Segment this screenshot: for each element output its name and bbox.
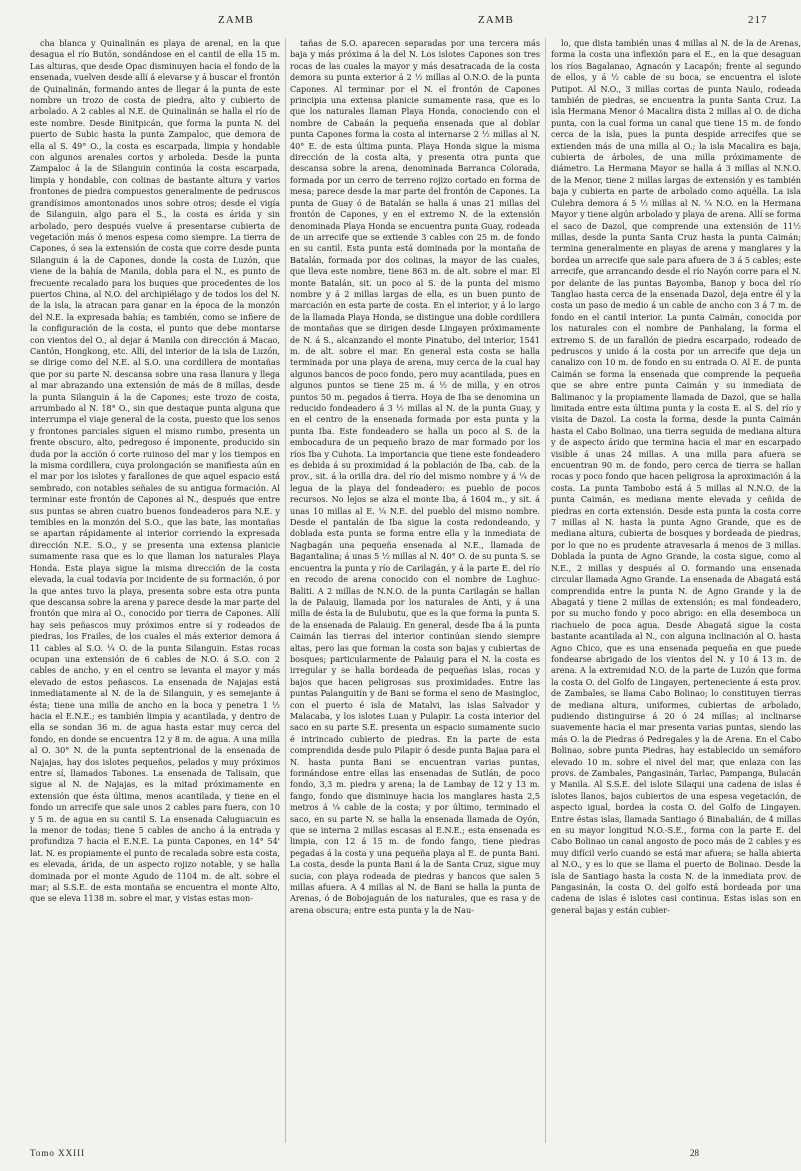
column-3-text: lo, que dista también unas 4 millas al N. de la de Arenas, forma la costa una inflexión para el E., en la que desaguan los ríos Bagalanao, Agnacón y Lacapón; frente al segundo de ellos, y á ½ cable de su boca, se encuentra el islote Putipot. Al N.O., 3 millas cortas de punta Naulo, rodeada también de piedras, se encuentra la punta Santa Cruz. La isla Hermana Menor ó Macalira dista 2 millas al O. de dicha punta, con la cual forma un canal que tiene 15 m. de fondo cerca de la isla, pues la punta despide arrecifes que se extienden más de una milla al O.; la isla Macalira es baja, cubierta de árboles, de una milla próximamente de diámetro. La Hermana Mayor se halla á 3 millas al N.N.O. de la Menor, tiene 2 millas largas de extensión y es también baja y cubierta en parte de arbolado como aquélla. La isla Culebra demora á 5 ½ millas al N. ¼ N.O. en la Hermana Mayor y tiene algún arbolado y playa de arena. Allí se forma el saco de Dazol, que comprende una extensión de 11½ millas, desde la punta Santa Cruz hasta la punta Caimán; termina generalmente en playas de arena y manglares y la bordea un arrecife que sale para afuera de 3 á 5 cables; este arrecife, que arrancando desde el río Nayón corre para el N. por delante de las puntas Bayomba, Banop y boca del río Tanglao hasta cerca de la ensenada Dazol, deja entre él y la costa un paso de medio á un cable de ancho con 3 á 7 m. de fondo en el cantil interior. La punta Caimán, conocida por los naturales con el nombre de Panhalang, la forma el extremo S. de un farallón de piedra escarpado, rodeado de pedruscos y unido á la costa por un arrecife que deja un canalizo con 10 m. de fondo en su entrada O. Al E. de punta Caimán se forma la ensenada que comprende la pequeña que se abre entre punta Caimán y su inmediata de Balimanoc y la propiamente llamada de Dazol, que se halla limitada entre esta última punta y la costa E. al S. del río y visita de Dazol. La costa la forma, desde la punta Caimán hasta el Cabo Bolinao, una tierra seguida de mediana altura y de aspecto árido que termina hacia el mar en escarpado visible á unas 24 millas. A una milla para afuera se encuentran 90 m. de fondo, pero cerca de tierra se hallan rocas y poco fondo que hacen peligrosa la aproximación á la costa. La punta Tambobo está á 5 millas al N.N.O. de la punta Caimán, es mediana mente elevada y ceñida de piedras en corta extensión. Desde esta punta la costa corre 7 millas al N. hasta la punta Agno Grande, que es de mediana altura, cubierta de bosques y bordeada de piedras, por lo que no es prudente atravesarla á menos de 3 millas. Doblada la punta de Agno Grande, la costa sigue, como al N.E., 2 millas y después al O. formando una ensenada circular llamada Agno Grande. La ensenada de Abagatá está comprendida entre la punta N. de Agno Grande y la de Abagatá y tiene 2 millas de extensión; es mal fondeadero, por su mucho fondo y poco abrigo: en ella desemboca un riachuelo de poca agua. Desde Abagatá sigue la costa bastante acantilada al N., con alguna inclinación al O. hasta Agno Chico, que es una ensenada pequeña en que puede fondearse abrigado de los vientos del N. y 10 á 13 m. de arena. A la extremidad N.O. de la parte de Luzón que forma la costa O. del Golfo de Lingayen, perteneciente á esta prov. de Zambales, se llama Cabo Bolinao; lo constituyen tierras de mediana altura, uniformes, cubiertas de arbolado, pudiendo distinguirse á 20 ó 24 millas; al inclinarse suavemente hacia el mar presenta varias puntas, siendo las más O. la de Piedras ó Pedregales y la de Arena. En el Cabo Bolinao, sobre punta Piedras, hay establecido un semáforo elevado 10 m. sobre el nivel del mar, que enlaza con las provs. de Zambales, Pangasinán, Tarlac, Pampanga, Bulacán y Manila. Al S.S.E. del islote Silaqui una cadena de islas é islotes llanos, bajos cubiertos de una espesa vegetación, de aspecto igual, bordea la costa O. del Golfo de Lingayen. Entre éstas islas, llamada Santiago ó Binabalián, de 4 millas en su mayor longitud N.O.-S.E., forma con la parte E. del Cabo Bolinao un canal angosto de poco más de 2 cables y es muy difícil verlo cuando se está mar afuera; se halla abierta al N.O., y es lo que se llama el puerto de Bolinao. Desde la isla de Santiago hasta la costa N. de la inmediata prov. de Pangasinán, la costa O. del golfo está bordeada por una cadena de islas é islotes casi continua. Estas islas son en general bajas y están cubier-: [551, 38, 801, 915]
column-1-text: cha blanca y Quinalinán es playa de arenal, en la que desagua el río Butón, sondándose en el cantil de ella 15 m. Las alturas, que desde Opac disminuyen hacia el fondo de la ensenada, vuelven desde allí á elevarse y á buscar el frontón de Quinalinán, formando antes de llegar á la punta de este nombre un trozo de costa de piedra, alto y cubierto de arbolado. A 2 cables al N.E. de Quinalinán se halla el río de este nombre. Desde Binitpicán, que forma la punta N. del puerto de Subic hasta la punta Zampaloc, que demora de ella al S. 49° O., la costa es escarpada, limpia y hondable con algunos arenales cortos y arboleda. Desde la punta Zampaloc á la de Silanguin continúa la costa escarpada, limpia y hondable, con colinas de bastante altura y varios frontones de piedra compuestos generalmente de pedruscos grandísimos amontonados unos sobre otros; desde el vigía de Silanguin, algo para el S., la costa es árida y sin arbolado, pero después vuelve á presentarse cubierta de vegetación más ó menos espesa como siempre. La tierra de Capones, ó sea la extensión de costa que corre desde punta Silanguin á la de Capones, donde la costa de Luzón, que viene de la bahía de Manila, dobla para el N., es punto de frecuente recalado para los buques que procedentes de los puertos China, al N.O. del archipiélago y de todos los del N. de la isla, la atracan para ganar en la época de la monzón del N.E. la expresada bahía; es también, como se infiere de la configuración de la costa, el punto que debe montarse con vientos del O., al dejar á Manila con dirección á Macao, Cantón, Hongkong, etc. Allí, del interior de la isla de Luzón, se dirige como del N.E. al S.O. una cordillera de montañas que por su parte N. descansa sobre una rasa llanura y llega al mar abrazando una extensión de más de 8 millas, desde la punta Silanguin á la de Capones; este trozo de costa, arrumbado al N. 18° O., sin que destaque punta alguna que interrumpa el viaje general de la costa, puesto que los senos y frontones parciales siguen el mismo rumbo, presenta un frente obscuro, alto, pedregoso é imponente, producido sin duda por la acción ó corte ruinoso del mar y los tiempos en la misma cordillera, cuya prolongación se manifiesta aún en el mar por los islotes y farallones de que aquel espacio está sembrado, con notables señales de su antigua formación. Al terminar este frontón de Capones al N., después que entre sus puntas se abren cuatro buenos fondeaderos para N.E. y temibles en la monzón del S.O., que las bate, las montañas se apartan rápidamente al interior corriendo la expresada dirección N.E. S.O., y se presenta una extensa planicie sumamente rasa que es lo que llaman los naturales Playa Honda. Esta playa sigue la misma dirección de la costa elevada, la cual todavía por incidente de su formación, ó por la que antes tuvo la playa, presenta sobre esta otra punta que descansa sobre la arena y parece desde la mar parte del frontón que mira al O., conocido por tierra de Capones. Allí hay seis peñascos muy próximos entre sí y rodeados de piedras, los Frailes, de los cuales el más exterior demora á 11 cables al S.O. ¼ O. de la punta Silanguin. Estas rocas ocupan una extensión de 6 cables de N.O. á S.O. con 2 cables de ancho, y en el centro se levanta el mayor y más elevado de estos peñascos. La ensenada de Najajas está inmediatamente al N. de la de Silanguin, y es semejante á ésta; tiene una milla de ancho en la boca y penetra 1 ½ hacia el E.N.E.; es también limpia y acantilada, y dentro de ella se sondan 36 m. de agua hasta estar muy cerca del fondo, en donde se encuentra 12 y 8 m. de agua. A una milla al O. 30° N. de la punta septentrional de la ensenada de Najajas, hay dos islotes pequeños, pelados y muy próximos entre sí, llamados Tabones. La ensenada de Talisain, que sigue al N. de Najajas, es la mitad próximamente en extensión que ésta última, menos acantilada, y tiene en el fondo un arrecife que sale unos 2 cables para fuera, con 10 y 5 m. de agua en su cantil S. La ensenada Caluguacuin es la menor de todas; tiene 5 cables de ancho á la entrada y profundiza 7 hacia el E.N.E. La punta Capones, en 14° 54' lat. N. es propiamente el punto de recalada sobre esta costa, es elevada, árida, de un aspecto rojizo notable, y se halla dominada por el monte Agudo de 1104 m. de alt. sobre el mar; al S.S.E. de esta montaña se encuentra el monte Alto, que se eleva 1138 m. sobre el mar, y vistas estas mon-: [30, 38, 280, 904]
column-2: [290, 38, 540, 1148]
column-divider: [545, 38, 546, 1143]
header-left: ZAMB: [218, 14, 254, 26]
signature-mark: 28: [690, 1148, 699, 1158]
column-divider: [285, 38, 286, 1143]
column-1: [30, 38, 280, 1148]
page-number: 217: [748, 14, 768, 26]
column-2-text: tañas de S.O. aparecen separadas por una tercera más baja y más próxima á la del N. Los islotes Capones son tres rocas de las cuales la mayor y más desatracada de la costa demora su punta exterior á 2 ½ millas al O.N.O. de la punta Capones. Al terminar por el N. el frontón de Capones principia una extensa planicie sumamente rasa, que es lo que los naturales llaman Playa Honda, conociendo con el nombre de Cabaán la pequeña ensenada que al doblar punta Capones forma la costa al internarse 2 ½ millas al N. 40° E. de esta última punta. Playa Honda sigue la misma dirección de la costa alta, y presenta otra punta que descansa sobre la arena, denominada Barranca Colorada, formada por un cerro de terreno rojizo cortado en forma de mesa; parece desde la mar parte del frontón de Capones. La punta de Guay ó de Batalán se halla á unas 21 millas del frontón de Capones, y en el extremo N. de la extensión denominada Playa Honda se encuentra punta Guay, rodeada de un arrecife que se extiende 3 cables con 25 m. de fondo en su cantil. Esta punta está dominada por la montaña de Batalán, formada por dos colinas, la mayor de las cuales, que lleva este nombre, tiene 863 m. de alt. sobre el mar. El monte Batalán, sit. un poco al S. de la punta del mismo nombre y á 2 millas largas de ella, es un buen punto de marcación en esta parte de costa. En el interior, y á lo largo de la llamada Playa Honda, se distingue una doble cordillera de montañas que se dirigen desde Lingayen próximamente de N. á S., alcanzando el monte Pinatubo, del interior, 1541 m. de alt. sobre el mar. En general esta costa se halla terminada por una playa de arena, muy cerca de la cual hay algunos bancos de poco fondo, pero muy acantilada, pues en algunos puntos se tiene 25 m. á ½ de milla, y en otros puntos 50 m. pegados á tierra. Hoya de Iba se denomina un reducido fondeadero á 3 ½ millas al N. de la punta Guay, y en el centro de la ensenada formada por esta punta y la punta Iba. Este fondeadero se halla un poco al S. de la embocadura de un pequeño brazo de mar formado por los ríos Iba y Cuhota. La importancia que tiene este fondeadero es debida á su proximidad á la población de Iba, cab. de la prov., sit. á la orilla dra. del río del mismo nombre y á ¼ de legua de la playa del fondeadero: es pueblo de pocos recursos. No lejos se alza el monte Iba, á 1604 m., y sit. á unas 10 millas al E. ¼ N.E. del pueblo del mismo nombre. Desde el pantalán de Iba sigue la costa redondeando, y doblada esta punta se forma entre ella y la inmediata de Nagbagán una pequeña ensenada al N.E., llamada de Bagantalina; á unas 5 ½ millas al N. 40° O. de su punta S. se encuentra la punta y río de Carilagán, y á la parte E. del río en recodo de arena conocido con el nombre de Lughuc-Baliti. A 2 millas de N.N.O. de la punta Carilagán se hallan la de Palauig, llamada por los naturales de Anti, y á una milla de ésta la de Bulubutu, que es la que forma la punta S. de la ensenada de Palauig. En general, desde Iba á la punta Caimán las tierras del interior continúan siendo siempre altas, pero las que forman la costa son bajas y cubiertas de bosques; particularmente de Palauig para el N. la costa es irregular y se halla bordeada de pequeñas islas, rocas y bajos que hacen peligrosas sus proximidades. Entre las puntas Palanguitín y de Bani se forma el seno de Masingloc, con el puerto é isla de Matalvi, las islas Salvador y Malacaba, y los islotes Luan y Pulapir. La costa interior del saco en su parte S.E. presenta un espacio sumamente sucio é intrincado cubierto de piedras. En la parte de esta comprendida desde pulo Pilapir ó desde punta Bajaa para el N. hasta punta Bani se encuentran varias puntas, formándose entre ellas las ensenadas de Sutlán, de poco fondo, 3,3 m. piedra y arena; la de Lambay de 12 y 13 m. fango, fondo que disminuye hacia los manglares hasta 2,5 metros á ¼ cable de la costa; y por último, terminado el saco, en su parte N. se halla la ensenada llamada de Oyón, que se interna 2 millas escasas al E.N.E.; esta ensenada es limpia, con 12 á 15 m. de fondo fango, tiene piedras pegadas á la costa y una pequeña playa al E. de punta Bani. La costa, desde la punta Bani á la de Santa Cruz, sigue muy sucia, con playa rodeada de piedras y bancos que salen 5 millas afuera. A 4 millas al N. de Bani se halla la punta de Arenas, ó de Bobojaguán de los naturales, que es rasa y de arena obscura; entre esta punta y la de Nau-: [290, 38, 540, 915]
running-header: [0, 10, 801, 32]
column-3: [551, 38, 801, 1148]
header-middle: ZAMB: [478, 14, 514, 26]
volume-label: Tomo XXIII: [30, 1148, 86, 1158]
